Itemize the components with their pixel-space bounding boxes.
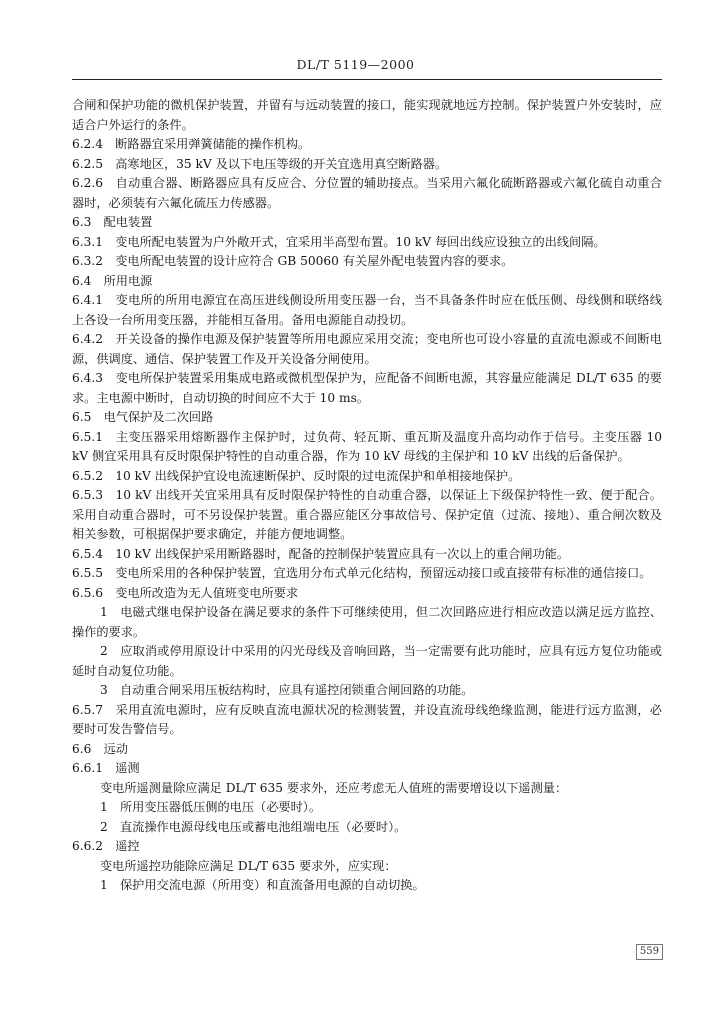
clause-6-5-7: 6.5.7 采用直流电源时，应有反映直流电源状况的检测装置，并设直流母线绝缘监测，能进行远方监测，必要时可发告警信号。 xyxy=(72,702,662,736)
list-item: 1 保护用交流电源（所用变）和直流备用电源的自动切换。 xyxy=(100,878,425,892)
clause-6-3-1: 6.3.1 变电所配电装置为户外敞开式，宜采用半高型布置。10 kV 每回出线应设独立的出线间隔。 xyxy=(72,234,606,249)
paragraph: 变电所遥测量除应满足 DL/T 635 要求外，还应考虑无人值班的需要增设以下遥测量： xyxy=(100,780,568,795)
section-heading-6-4: 6.4 所用电源 xyxy=(72,273,153,288)
header-rule xyxy=(72,79,662,80)
list-item: 1 所用变压器低压侧的电压（必要时）。 xyxy=(100,800,322,814)
clause-6-2-4: 6.2.4 断路器宜采用弹簧储能的操作机构。 xyxy=(72,137,311,151)
clause-6-3-2: 6.3.2 变电所配电装置的设计应符合 GB 50060 有关屋外配电装置内容的要求。 xyxy=(72,254,514,268)
clause-6-4-3: 6.4.3 变电所保护装置采用集成电路或微机型保护为，应配备不间断电源，其容量应能满足 DL/T 635 的要求。主电源中断时，自动切换的时间应不大于 10 ms。 xyxy=(72,371,662,405)
section-heading-6-5: 6.5 电气保护及二次回路 xyxy=(72,410,214,424)
paragraph: 变电所遥控功能除应满足 DL/T 635 要求外，应实现： xyxy=(100,858,397,873)
document-body xyxy=(72,96,662,896)
clause-6-6-1: 6.6.1 遥测 xyxy=(72,761,140,775)
clause-6-5-2: 6.5.2 10 kV 出线保护宜设电流速断保护、反时限的过电流保护和单相接地保护。 xyxy=(72,468,521,483)
clause-6-4-1: 6.4.1 变电所的所用电源宜在高压进线侧设所用变压器一台，当不具备条件时应在低压侧、母线侧和联络线上各设一台所用变压器，并能相互备用。备用电源能自动投切。 xyxy=(72,293,662,327)
clause-6-6-2: 6.6.2 遥控 xyxy=(72,839,140,853)
list-item: 1 电磁式继电保护设备在满足要求的条件下可继续使用，但二次回路应进行相应改造以满足远方监控、操作的要求。 xyxy=(72,605,662,639)
list-item: 2 应取消或停用原设计中采用的闪光母线及音响回路，当一定需要有此功能时，应具有远方复位功能或延时自动复位功能。 xyxy=(72,644,662,678)
clause-6-4-2: 6.4.2 开关设备的操作电源及保护装置等所用电源应采用交流；变电所也可设小容量的直流电源或不间断电源，供调度、通信、保护装置工作及开关设备分闸使用。 xyxy=(72,332,662,366)
section-heading-6-6: 6.6 远动 xyxy=(72,741,128,756)
clause-6-5-4: 6.5.4 10 kV 出线保护采用断路器时，配备的控制保护装置应具有一次以上的重合闸功能。 xyxy=(72,546,570,561)
list-item: 3 自动重合闸采用压板结构时，应具有遥控闭锁重合闸回路的功能。 xyxy=(100,683,474,697)
clause-6-5-1: 6.5.1 主变压器采用熔断器作主保护时，过负荷、轻瓦斯、重瓦斯及温度升高均动作于信号。主变压器 10 kV 侧宜采用具有反时限保护特性的自动重合器，作为 10 kV 母线的主保护和 10 kV 出线的后备保护。 xyxy=(72,429,662,463)
clause-6-2-6: 6.2.6 自动重合器、断路器应具有反应合、分位置的辅助接点。当采用六氟化硫断路器或六氟化硫自动重合器时，必须装有六氟化硫压力传感器。 xyxy=(72,176,662,210)
clause-6-5-3: 6.5.3 10 kV 出线开关宜采用具有反时限保护特性的自动重合器，以保证上下级保护特性一致、便于配合。采用自动重合器时，可不另设保护装置。重合器应能区分事故信号、保护定值（过流、接地）、重合闸次数及相关参数，可根据保护要求确定，并能方便地调整。 xyxy=(72,488,662,541)
section-heading-6-3: 6.3 配电装置 xyxy=(72,215,153,229)
running-header: DL/T 5119—2000 xyxy=(296,57,415,72)
page-number: 559 xyxy=(636,944,663,960)
clause-6-5-5: 6.5.5 变电所采用的各种保护装置，宜选用分布式单元化结构，预留远动接口或直接带有标准的通信接口。 xyxy=(72,566,652,580)
text-line: 合闸和保护功能的微机保护装置，并留有与远动装置的接口，能实现就地远方控制。保护装置户外安装时，应适合户外运行的条件。 xyxy=(72,98,662,132)
clause-6-2-5: 6.2.5 高寒地区，35 kV 及以下电压等级的开关宜选用真空断路器。 xyxy=(72,156,448,171)
clause-6-5-6: 6.5.6 变电所改造为无人值班变电所要求 xyxy=(72,585,299,600)
list-item: 2 直流操作电源母线电压或蓄电池组端电压（必要时）。 xyxy=(100,819,407,834)
